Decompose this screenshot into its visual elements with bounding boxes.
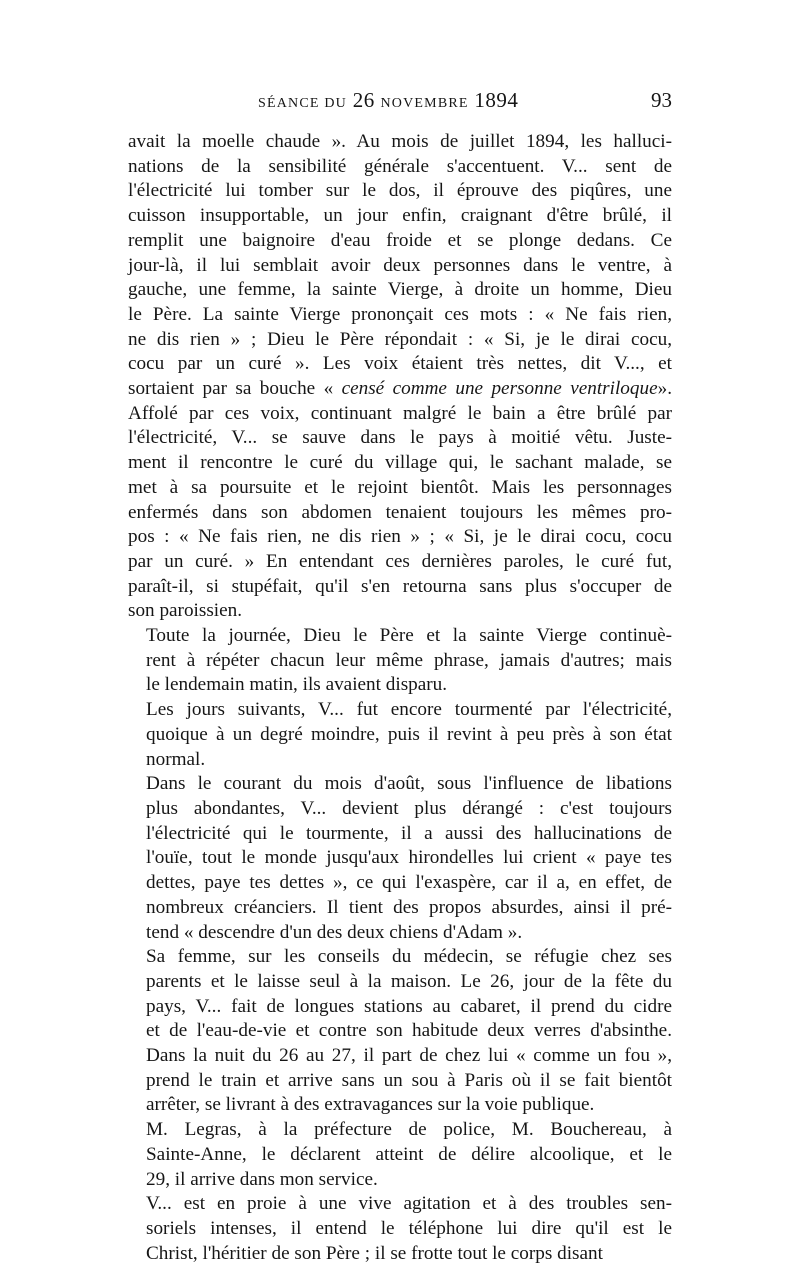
book-page <box>128 88 672 1266</box>
paragraph <box>128 130 672 624</box>
text-line: Affolé par ces voix, continuant malgré le bain a être brûlé par <box>128 402 672 424</box>
text-line: le Père. La sainte Vierge prononçait ces mots : « Ne fais rien, <box>128 303 672 325</box>
text-line: cocu par un curé ». Les voix étaient très nettes, dit V..., et <box>128 353 672 375</box>
body-text <box>128 130 672 1266</box>
text-line: sortaient par sa bouche « censé comme une personne ventriloque». <box>128 378 672 400</box>
text-line: ment il rencontre le curé du village qui, le sachant malade, se <box>128 452 672 474</box>
page-number: 93 <box>651 88 672 112</box>
text-line: l'électricité lui tomber sur le dos, il éprouve des piqûres, une <box>128 180 672 202</box>
page-header <box>128 88 672 122</box>
paragraph <box>128 1118 672 1192</box>
text-line: l'électricité, V... se sauve dans le pays à moitié vêtu. Juste- <box>128 427 672 449</box>
text-line: rent à répéter chacun leur même phrase, jamais d'autres; mais <box>146 649 672 671</box>
paragraph <box>128 945 672 1118</box>
text-line: 29, il arrive dans mon service. <box>146 1168 378 1190</box>
text-line: paraît-il, si stupéfait, qu'il s'en retourna sans plus s'occuper de <box>128 575 672 597</box>
text-line: normal. <box>146 748 206 770</box>
text-line: soriels intenses, il entend le téléphone lui dire qu'il est le <box>146 1217 672 1239</box>
text-line: le lendemain matin, ils avaient disparu. <box>146 674 448 696</box>
paragraph <box>128 698 672 772</box>
text-line: Les jours suivants, V... fut encore tourmenté par l'électricité, <box>146 699 672 721</box>
text-line: quoique à un degré moindre, puis il revint à peu près à son état <box>146 723 672 745</box>
text-line: met à sa poursuite et le rejoint bientôt. Mais les personnages <box>128 476 672 498</box>
text-line: arrêter, se livrant à des extravagances sur la voie publique. <box>146 1094 595 1116</box>
text-line: par un curé. » En entendant ces dernières paroles, le curé fut, <box>128 550 672 572</box>
text-line: prend le train et arrive sans un sou à Paris où il se fait bientôt <box>146 1069 672 1091</box>
running-title <box>258 88 518 113</box>
text-line: nations de la sensibilité générale s'accentuent. V... sent de <box>128 155 672 177</box>
running-title-day: 26 <box>352 88 375 112</box>
text-line: dettes, paye tes dettes », ce qui l'exaspère, car il a, en effet, de <box>146 872 672 894</box>
text-line: enfermés dans son abdomen tenaient toujours les mêmes pro- <box>128 501 672 523</box>
running-title-session: SÉANCE DU <box>258 96 347 111</box>
text-line: jour-là, il lui semblait avoir deux personnes dans le ventre, à <box>128 254 672 276</box>
text-line: et de l'eau-de-vie et contre son habitude deux verres d'absinthe. <box>146 1020 672 1042</box>
text-line: pays, V... fait de longues stations au cabaret, il prend du cidre <box>146 995 672 1017</box>
text-line: pos : « Ne fais rien, ne dis rien » ; « Si, je le dirai cocu, cocu <box>128 526 672 548</box>
text-line: tend « descendre d'un des deux chiens d'Adam ». <box>146 921 523 943</box>
text-line: avait la moelle chaude ». Au mois de juillet 1894, les halluci- <box>128 131 672 152</box>
text-line: nombreux créanciers. Il tient des propos absurdes, ainsi il pré- <box>146 896 672 918</box>
running-title-month: NOVEMBRE <box>380 96 469 111</box>
italic-text: censé comme une personne ventriloque <box>341 378 658 400</box>
text-line: M. Legras, à la préfecture de police, M. Bouchereau, à <box>146 1119 672 1141</box>
text-line: Toute la journée, Dieu le Père et la sainte Vierge continuè- <box>146 625 672 647</box>
paragraph <box>128 1192 672 1266</box>
text-line: Dans la nuit du 26 au 27, il part de chez lui « comme un fou », <box>146 1045 672 1067</box>
text-line: V... est en proie à une vive agitation et à des troubles sen- <box>146 1193 672 1215</box>
text-line: Sainte-Anne, le déclarent atteint de délire alcoolique, et le <box>146 1143 672 1165</box>
text-line: son paroissien. <box>128 600 243 622</box>
text-line: remplit une baignoire d'eau froide et se plonge dedans. Ce <box>128 229 672 251</box>
text-line: ne dis rien » ; Dieu le Père répondait : « Si, je le dirai cocu, <box>128 328 672 350</box>
text-line: Dans le courant du mois d'août, sous l'influence de libations <box>146 773 672 795</box>
text-line: plus abondantes, V... devient plus dérangé : c'est toujours <box>146 797 672 819</box>
text-line: l'électricité qui le tourmente, il a aussi des hallucinations de <box>146 822 672 844</box>
text-line: l'ouïe, tout le monde jusqu'aux hirondelles lui crient « paye tes <box>146 847 672 869</box>
text-line: parents et le laisse seul à la maison. Le 26, jour de la fête du <box>146 970 672 992</box>
running-title-year: 1894 <box>474 88 519 112</box>
paragraph <box>128 772 672 945</box>
paragraph <box>128 624 672 698</box>
text-line: cuisson insupportable, un jour enfin, craignant d'être brûlé, il <box>128 205 672 227</box>
text-line: Sa femme, sur les conseils du médecin, se réfugie chez ses <box>146 946 672 968</box>
text-line: gauche, une femme, la sainte Vierge, à droite un homme, Dieu <box>128 279 672 301</box>
text-line: Christ, l'héritier de son Père ; il se frotte tout le corps disant <box>146 1242 603 1264</box>
